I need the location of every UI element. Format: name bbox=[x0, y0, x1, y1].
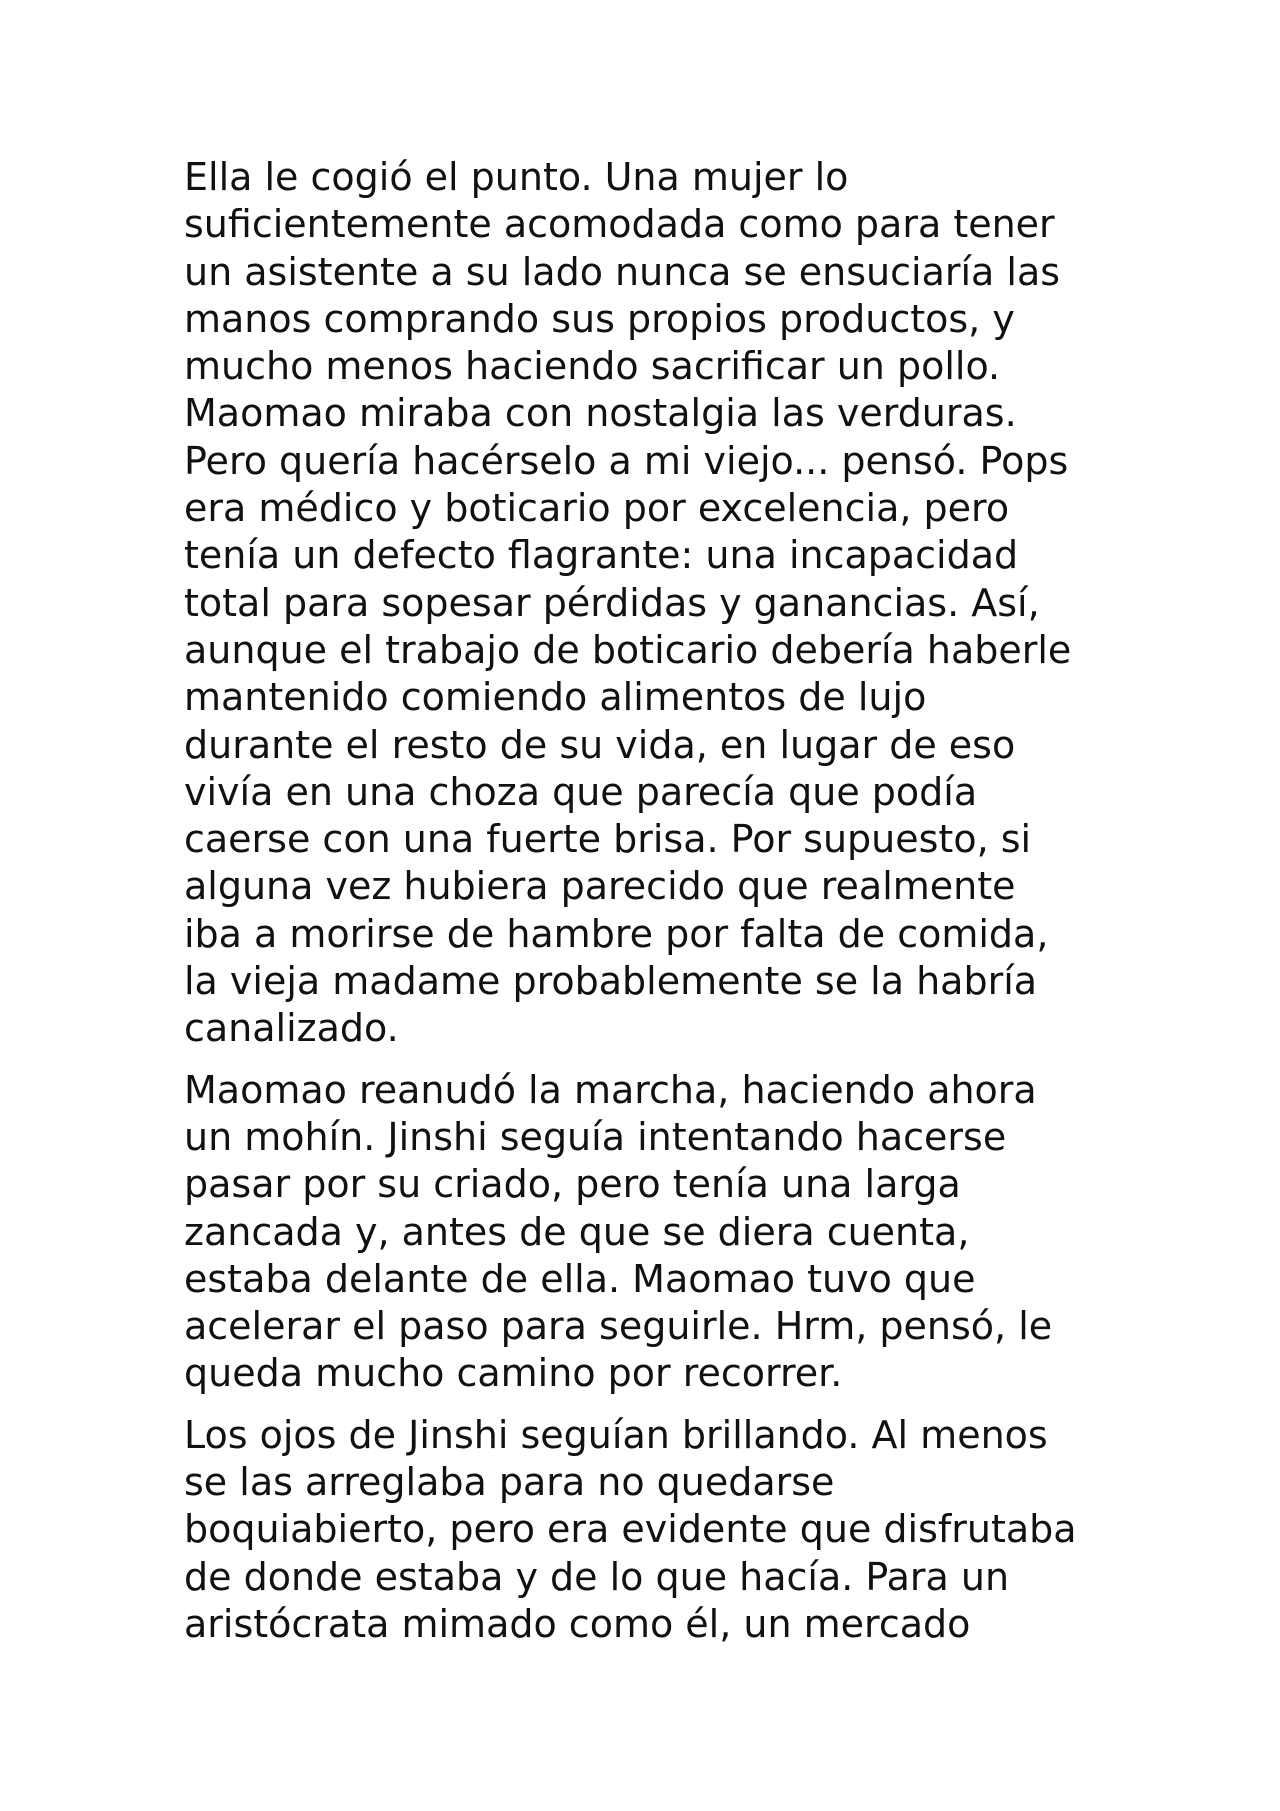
text-line: se las arreglaba para no quedarse bbox=[184, 1460, 835, 1505]
text-line: era médico y boticario por excelencia, pero bbox=[184, 486, 1010, 531]
text-line: queda mucho camino por recorrer. bbox=[184, 1351, 843, 1396]
paragraph-2 bbox=[184, 1067, 1184, 1398]
text-line: la vieja madame probablemente se la habría bbox=[184, 959, 1038, 1004]
text-line: alguna vez hubiera parecido que realmente bbox=[184, 864, 1016, 909]
text-line: iba a morirse de hambre por falta de comida, bbox=[184, 911, 1049, 956]
text-line: Maomao reanudó la marcha, haciendo ahora bbox=[184, 1067, 1037, 1112]
text-line: canalizado. bbox=[184, 1006, 399, 1051]
paragraph-1 bbox=[184, 154, 1184, 1053]
text-line: acelerar el paso para seguirle. Hrm, pensó, le bbox=[184, 1304, 1053, 1349]
text-line: Ella le cogió el punto. Una mujer lo bbox=[184, 155, 849, 199]
text-line: de donde estaba y de lo que hacía. Para un bbox=[184, 1554, 1010, 1599]
text-line: zancada y, antes de que se diera cuenta, bbox=[184, 1209, 970, 1254]
text-line: aunque el trabajo de boticario debería haberle bbox=[184, 627, 1072, 672]
text-line: mantenido comiendo alimentos de lujo bbox=[184, 675, 927, 720]
text-line: durante el resto de su vida, en lugar de eso bbox=[184, 722, 1016, 767]
text-line: un mohín. Jinshi seguía intentando hacerse bbox=[184, 1114, 1007, 1159]
text-line: mucho menos haciendo sacrificar un pollo. bbox=[184, 344, 1001, 389]
text-line: aristócrata mimado como él, un mercado bbox=[184, 1601, 971, 1646]
text-line: Los ojos de Jinshi seguían brillando. Al menos bbox=[184, 1412, 1048, 1457]
text-line: estaba delante de ella. Maomao tuvo que bbox=[184, 1256, 976, 1301]
text-line: total para sopesar pérdidas y ganancias. Así, bbox=[184, 580, 1040, 625]
text-line: boquiabierto, pero era evidente que disfrutaba bbox=[184, 1507, 1077, 1552]
document-page bbox=[184, 154, 1184, 1648]
text-line: pasar por su criado, pero tenía una larga bbox=[184, 1162, 961, 1207]
text-line: vivía en una choza que parecía que podía bbox=[184, 769, 978, 814]
text-line: un asistente a su lado nunca se ensuciaría las bbox=[184, 249, 1061, 294]
text-line: suficientemente acomodada como para tener bbox=[184, 202, 1055, 247]
paragraph-3 bbox=[184, 1412, 1184, 1648]
text-line: Maomao miraba con nostalgia las verduras. bbox=[184, 391, 1017, 436]
text-line: caerse con una fuerte brisa. Por supuesto, si bbox=[184, 817, 1032, 862]
text-line: manos comprando sus propios productos, y bbox=[184, 296, 1015, 341]
text-line: Pero quería hacérselo a mi viejo... pensó. Pops bbox=[184, 438, 1069, 483]
text-line: tenía un defecto flagrante: una incapacidad bbox=[184, 533, 1019, 578]
